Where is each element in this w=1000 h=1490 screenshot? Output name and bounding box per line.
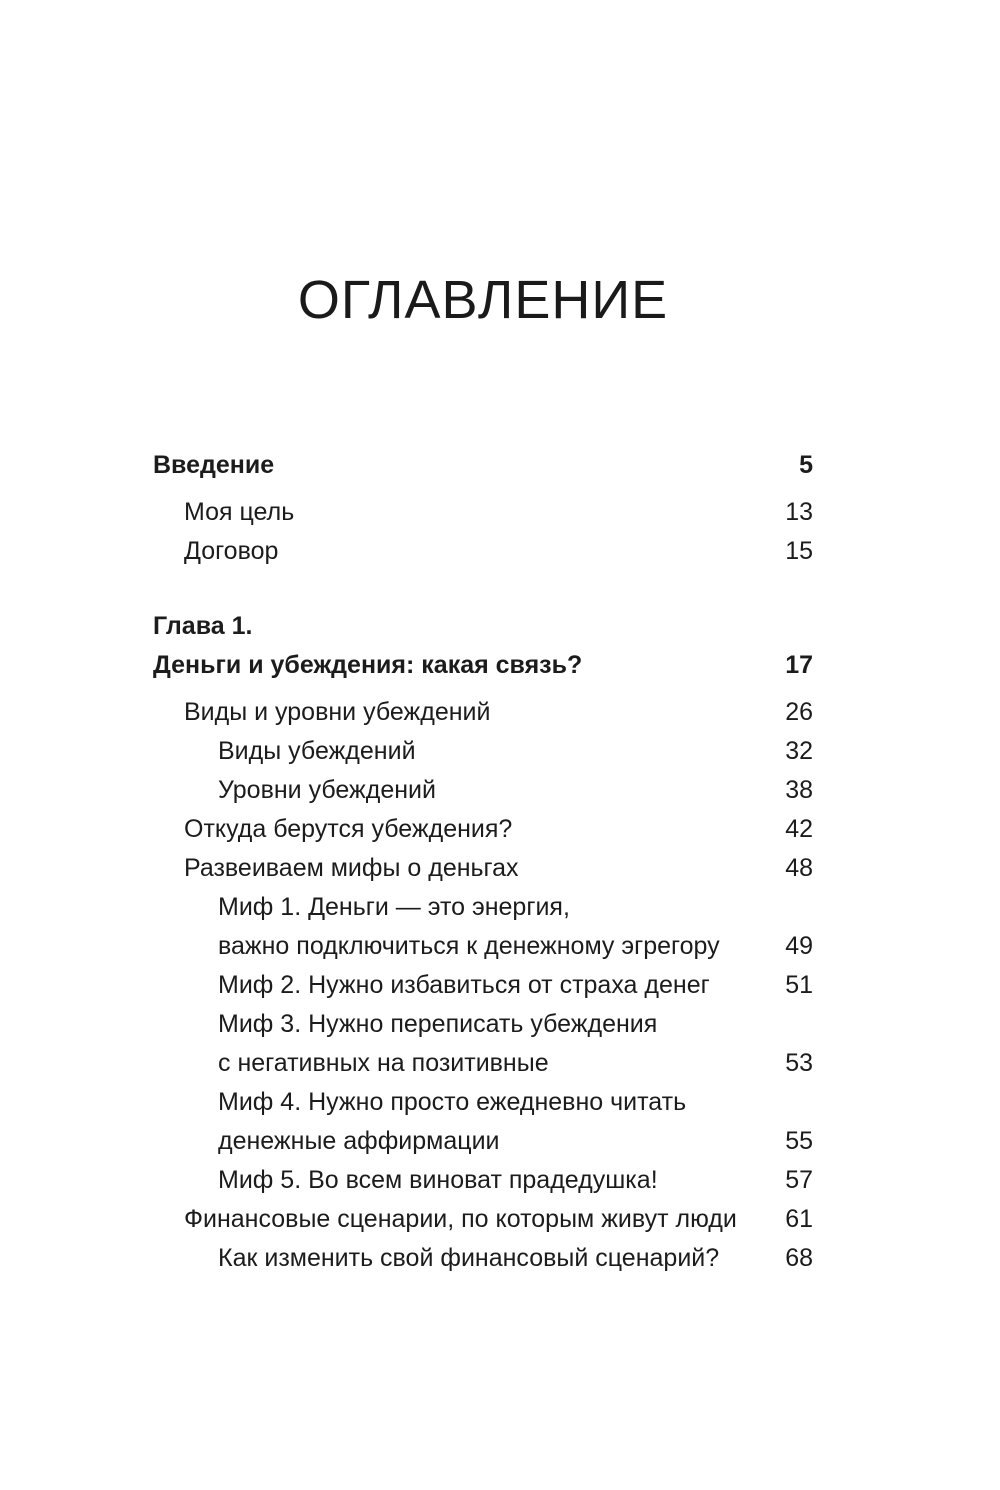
toc-entry-page: 17 [785,651,813,679]
toc-row [153,1239,813,1278]
toc-entry-label: Глава 1. [153,612,253,640]
toc-entry-page: 68 [785,1244,813,1272]
toc-row [153,732,813,771]
toc-row [153,966,813,1005]
toc-entry-label: Миф 2. Нужно избавиться от страха денег [218,971,710,999]
toc-entry-page: 15 [785,537,813,565]
toc-entry-page: 51 [785,971,813,999]
toc-entry-label: денежные аффирмации [218,1127,500,1155]
toc-row [153,1005,813,1044]
toc-entry-label: Миф 4. Нужно просто ежедневно читать [218,1088,687,1116]
toc-row [153,493,813,532]
toc-entry-label: Деньги и убеждения: какая связь? [153,651,583,679]
toc-entry-page: 61 [785,1205,813,1233]
toc-section [153,446,813,571]
toc-row [153,771,813,810]
toc-entry-page: 26 [785,698,813,726]
toc-row [153,810,813,849]
toc-entry-label: Как изменить свой финансовый сценарий? [218,1244,720,1272]
toc-entry-label: Моя цель [184,498,295,526]
toc-entry-page: 13 [785,498,813,526]
toc-row [153,1200,813,1239]
toc-entry-page: 55 [785,1127,813,1155]
toc-row [153,1044,813,1083]
toc-entry-label: важно подключиться к денежному эгрегору [218,932,720,960]
toc-entry-label: с негативных на позитивные [218,1049,549,1077]
toc-entry-label: Миф 3. Нужно переписать убеждения [218,1010,658,1038]
page-title: ОГЛАВЛЕНИЕ [297,270,669,330]
toc-row [153,532,813,571]
toc-entry-label: Введение [153,451,275,479]
toc-entry-label: Виды и уровни убеждений [184,698,491,726]
toc-entry-label: Договор [184,537,279,565]
toc-row [153,607,813,646]
table-of-contents [153,446,813,1278]
toc-entry-page: 42 [785,815,813,843]
toc-entry-label: Финансовые сценарии, по которым живут люди [184,1205,737,1233]
toc-entry-label: Миф 1. Деньги — это энергия, [218,893,570,921]
toc-entry-page: 48 [785,854,813,882]
toc-entry-label: Уровни убеждений [218,776,436,804]
toc-row [153,849,813,888]
toc-entry-page: 57 [785,1166,813,1194]
toc-row [153,1083,813,1122]
toc-entry-label: Откуда берутся убеждения? [184,815,513,843]
toc-entry-page: 49 [785,932,813,960]
toc-row [153,888,813,927]
toc-entry-page: 32 [785,737,813,765]
toc-entry-page: 38 [785,776,813,804]
toc-section [153,607,813,1278]
toc-entry-page: 5 [799,451,813,479]
toc-row [153,646,813,685]
toc-row [153,446,813,485]
toc-entry-label: Развеиваем мифы о деньгах [184,854,519,882]
toc-entry-label: Миф 5. Во всем виноват прадедушка! [218,1166,658,1194]
toc-entry-page: 53 [785,1049,813,1077]
toc-row [153,1161,813,1200]
toc-row [153,927,813,966]
toc-row [153,693,813,732]
toc-row [153,1122,813,1161]
toc-entry-label: Виды убеждений [218,737,416,765]
